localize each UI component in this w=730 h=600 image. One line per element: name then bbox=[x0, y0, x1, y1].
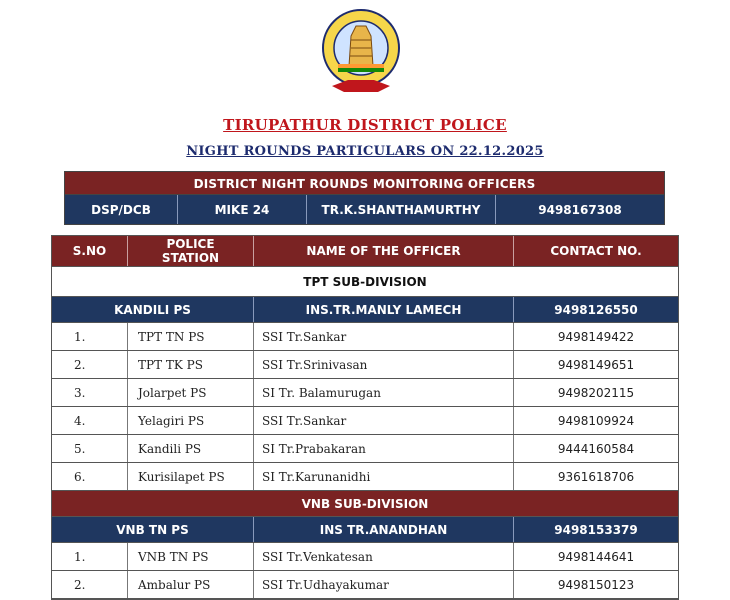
cell-officer: SSI Tr.Sankar bbox=[254, 323, 514, 350]
monitoring-officers-box bbox=[64, 171, 665, 225]
page-title: TIRUPATHUR DISTRICT POLICE bbox=[223, 116, 507, 134]
cell-contact: 9361618706 bbox=[557, 469, 635, 484]
cell-station: Kurisilapet PS bbox=[128, 463, 254, 490]
cell-station: VNB TN PS bbox=[128, 543, 254, 570]
table-row bbox=[52, 351, 678, 379]
cell-sno: 4. bbox=[52, 407, 128, 434]
cell-officer: SSI Tr.Venkatesan bbox=[254, 543, 514, 570]
cell-station: TPT TN PS bbox=[128, 323, 254, 350]
table-row bbox=[52, 571, 678, 599]
section-title: TPT SUB-DIVISION bbox=[52, 267, 678, 297]
cell-officer: SI Tr.Karunanidhi bbox=[254, 463, 514, 490]
table-row bbox=[52, 407, 678, 435]
cell-contact: 9498109924 bbox=[557, 413, 635, 428]
monitoring-row bbox=[64, 195, 665, 225]
monitor-designation: DSP/DCB bbox=[65, 195, 178, 224]
cell-sno: 3. bbox=[52, 379, 128, 406]
tamilnadu-police-logo bbox=[318, 8, 404, 102]
sub-station: KANDILI PS bbox=[52, 297, 254, 322]
cell-sno: 5. bbox=[52, 435, 128, 462]
table-header-row bbox=[52, 236, 678, 267]
header-station-line1: POLICE bbox=[166, 237, 215, 251]
monitor-contact: 9498167308 bbox=[538, 202, 622, 217]
sub-contact: 9498153379 bbox=[554, 522, 638, 537]
table-row bbox=[52, 463, 678, 491]
cell-contact: 9498144641 bbox=[557, 549, 635, 564]
monitor-officer: TR.K.SHANTHAMURTHY bbox=[307, 195, 496, 224]
night-rounds-table bbox=[51, 235, 679, 600]
sub-officer: INS.TR.MANLY LAMECH bbox=[254, 297, 514, 322]
cell-contact: 9498202115 bbox=[557, 385, 635, 400]
cell-station: Jolarpet PS bbox=[128, 379, 254, 406]
header-contact: CONTACT NO. bbox=[550, 244, 642, 258]
cell-officer: SSI Tr.Srinivasan bbox=[254, 351, 514, 378]
section-title: VNB SUB-DIVISION bbox=[52, 491, 678, 517]
cell-officer: SI Tr. Balamurugan bbox=[254, 379, 514, 406]
cell-sno: 1. bbox=[52, 543, 128, 570]
cell-sno: 1. bbox=[52, 323, 128, 350]
table-row bbox=[52, 379, 678, 407]
cell-sno: 6. bbox=[52, 463, 128, 490]
cell-officer: SSI Tr.Sankar bbox=[254, 407, 514, 434]
sub-contact: 9498126550 bbox=[554, 302, 638, 317]
subdivision-row bbox=[52, 517, 678, 543]
cell-contact: 9498150123 bbox=[557, 577, 635, 592]
cell-contact: 9444160584 bbox=[557, 441, 635, 456]
table-row bbox=[52, 323, 678, 351]
cell-sno: 2. bbox=[52, 351, 128, 378]
cell-contact: 9498149651 bbox=[557, 357, 635, 372]
header-officer-name: NAME OF THE OFFICER bbox=[254, 236, 514, 266]
header-station-line2: STATION bbox=[161, 251, 220, 265]
cell-officer: SI Tr.Prabakaran bbox=[254, 435, 514, 462]
header-police-station bbox=[128, 236, 254, 266]
cell-sno: 2. bbox=[52, 571, 128, 598]
page-subtitle: NIGHT ROUNDS PARTICULARS ON 22.12.2025 bbox=[186, 144, 544, 159]
cell-officer: SSI Tr.Udhayakumar bbox=[254, 571, 514, 598]
sub-officer: INS TR.ANANDHAN bbox=[254, 517, 514, 542]
cell-station: TPT TK PS bbox=[128, 351, 254, 378]
monitoring-heading: DISTRICT NIGHT ROUNDS MONITORING OFFICERS bbox=[64, 171, 665, 195]
header-sno: S.NO bbox=[52, 236, 128, 266]
cell-station: Ambalur PS bbox=[128, 571, 254, 598]
cell-station: Yelagiri PS bbox=[128, 407, 254, 434]
table-row bbox=[52, 543, 678, 571]
cell-station: Kandili PS bbox=[128, 435, 254, 462]
monitor-call-sign: MIKE 24 bbox=[178, 195, 307, 224]
subdivision-row bbox=[52, 297, 678, 323]
sub-station: VNB TN PS bbox=[52, 517, 254, 542]
cell-contact: 9498149422 bbox=[557, 329, 635, 344]
table-row bbox=[52, 435, 678, 463]
